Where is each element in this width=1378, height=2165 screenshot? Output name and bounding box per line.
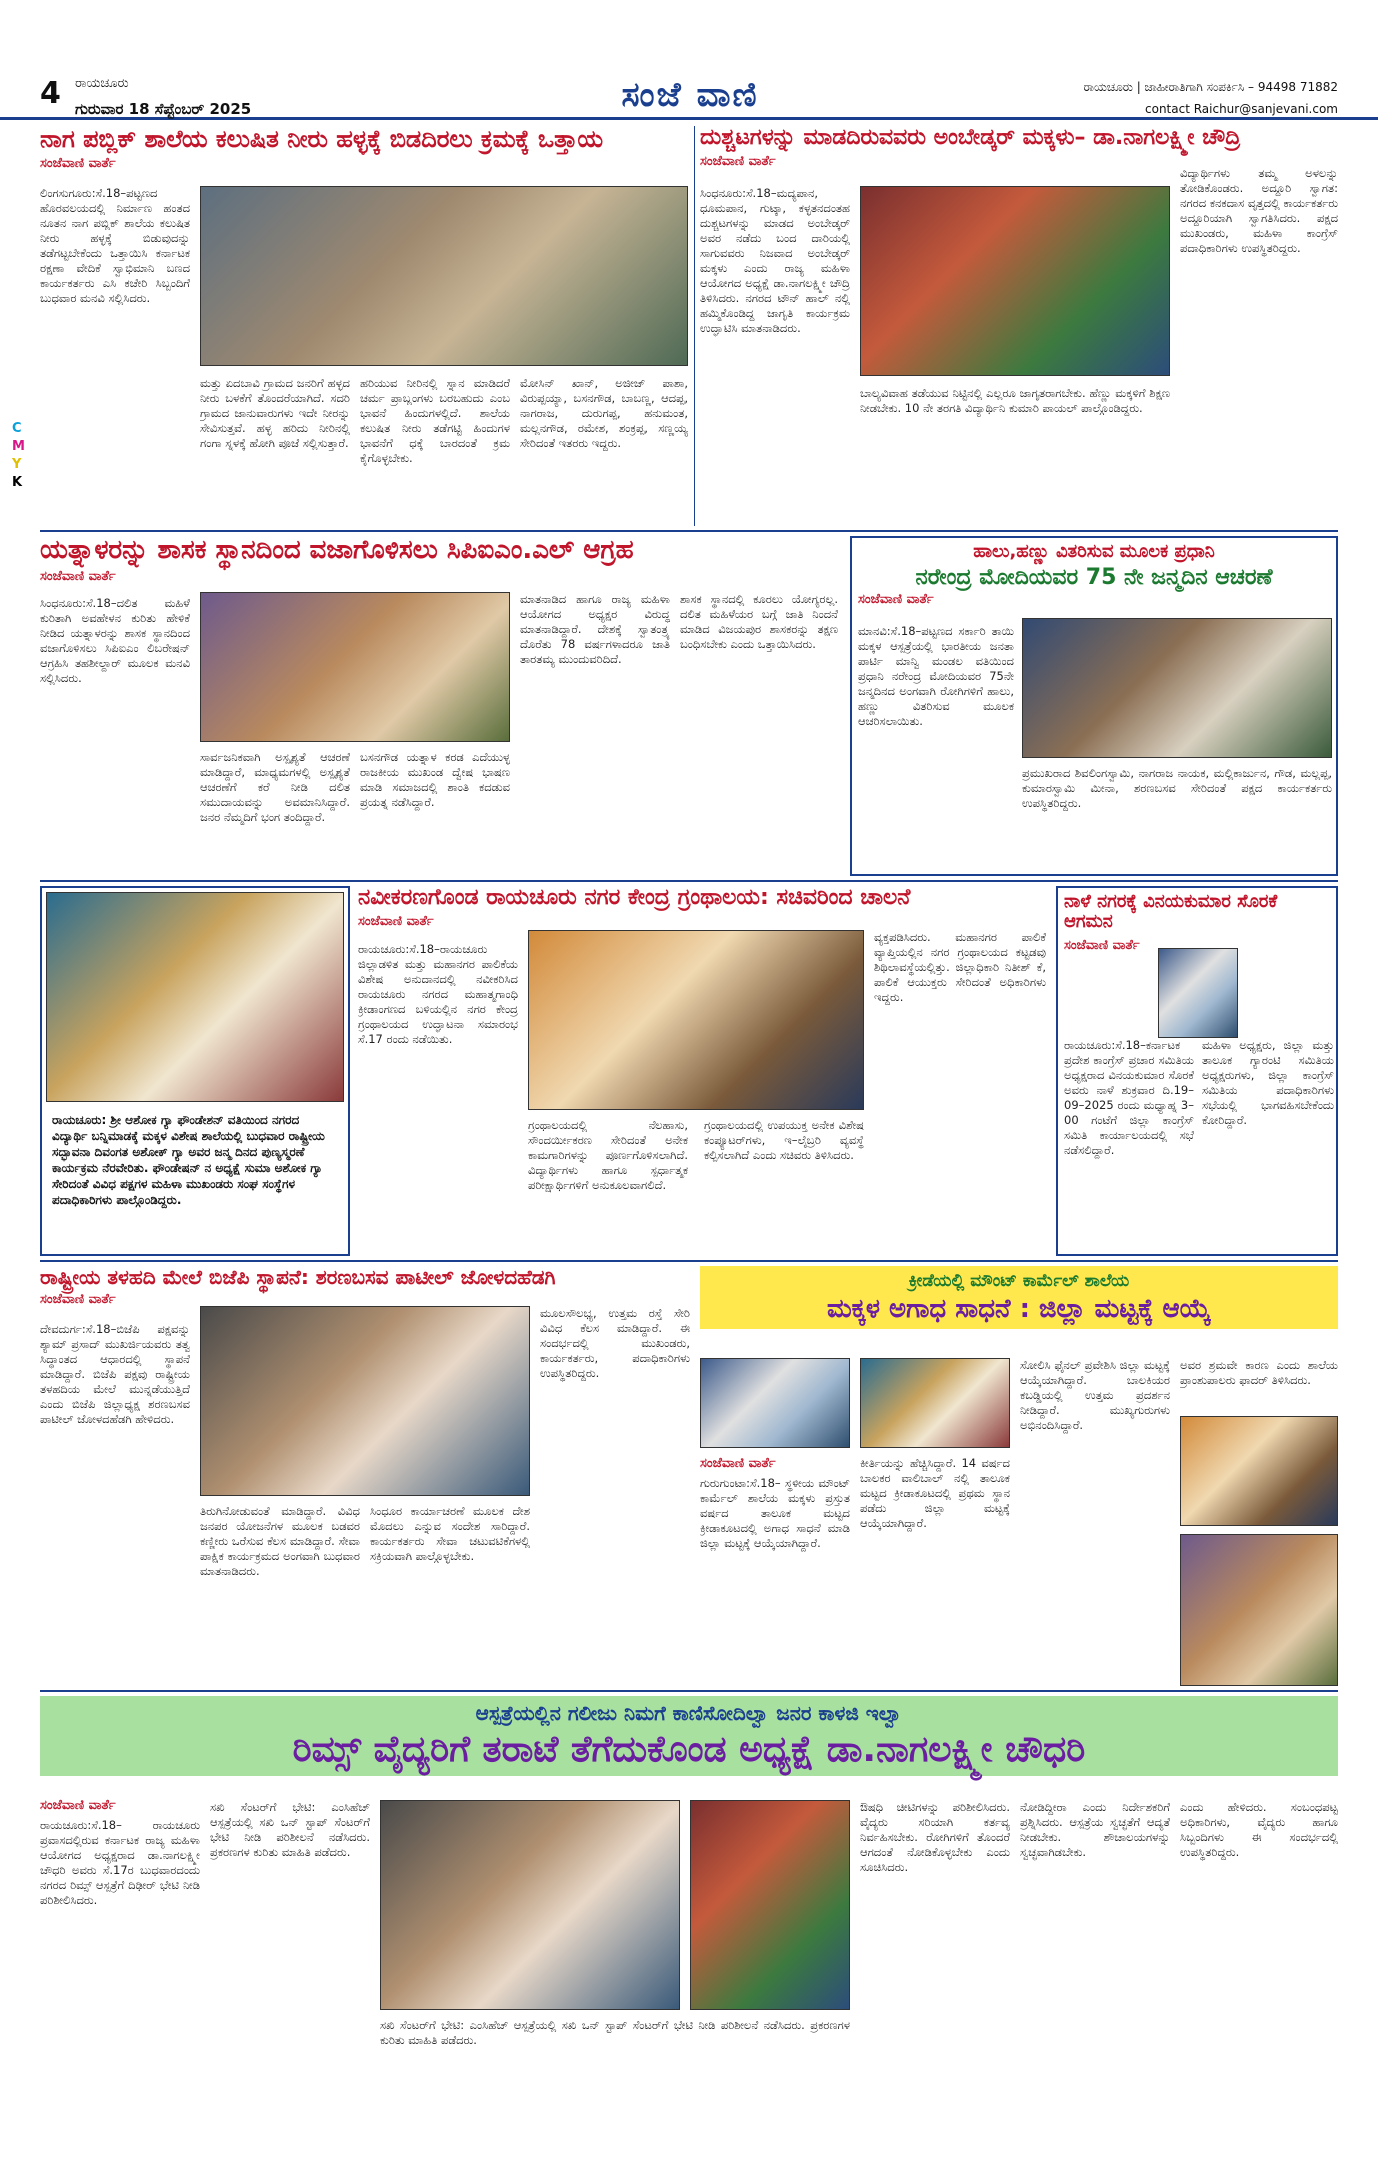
body-col-1: ಸಿಂಧನೂರು:ಸೆ.18–ದಲಿತ ಮಹಿಳೆ ಕುರಿತಾಗಿ ಅವಹೇಳನ ಕುರಿತು ಹೇಳಿಕೆ ನೀಡಿದ ಯತ್ನಾಳರನ್ನು ಶಾಸಕ ಸ್ಥಾನದಿಂದ ವಜಾಗೊಳಿಸಲು ಸಿಪಿಐಎಂ ಲಿಬರೇಷನ್ ಆಗ್ರಹಿಸಿ ತಹಶೀಲ್ದಾರ್ ಮೂಲಕ ಮನವಿ ಸಲ್ಲಿಸಿದರು. [40, 596, 190, 685]
body-col-2: ಮತ್ತು ಏದಬಾವಿ ಗ್ರಾಮದ ಜನರಿಗೆ ಹಳ್ಳದ ನೀರು ಬಳಕೆಗೆ ತೊಂದರೆಯಾಗಿದೆ. ಸದರಿ ಗ್ರಾಮದ ಜಾನುವಾರುಗಳು ಇದೇ ನೀರನ್ನು ಸೇವಿಸುತ್ತವೆ. ಹಳ್ಳ ಹರಿದು ನೀರಿನಲ್ಲಿ ಗಂಗಾ ಸ್ನಳಕ್ಕೆ ಹೋಗಿ ಪೂಜೆ ಸಲ್ಲಿಸುತ್ತಾರೆ. [200, 376, 350, 450]
masthead-place: ರಾಯಚೂರು [75, 76, 129, 91]
byline: ಸಂಜೆವಾಣಿ ವಾರ್ತೆ [1064, 937, 1140, 953]
story-naga-school [40, 126, 690, 526]
story-mount-carmel [700, 1266, 1338, 1686]
photo-caption: ರಾಯಚೂರು: ಶ್ರೀ ಆಶೋಕ ಗ್ಯಾ ಫೌಂಡೇಶನ್ ವತಿಯಿಂದ ನಗರದ ವಿದ್ಯಾರ್ಥಿ ಬನ್ನಿಮಾಡಕ್ಕೆ ಮಕ್ಕಳ ವಿಶೇಷ ಶಾಲೆಯಲ್ಲಿ ಬುಧವಾರ ರಾಷ್ಟ್ರೀಯ ಸದ್ಭಾವನಾ ದಿವಂಗತ ಅಶೋಕ್ ಗ್ಯಾ ಅವರ ಜನ್ಮ ದಿನದ ಪುಣ್ಯಸ್ಮರಣೆ ಕಾರ್ಯಕ್ರಮ ನೆರವೇರಿತು. ಫೌಂಡೇಷನ್ ನ ಅಧ್ಯಕ್ಷೆ ಸುಮಾ ಅಶೋಕ ಗ್ಯಾ ಸೇರಿದಂತೆ ವಿವಿಧ ಪಕ್ಷಗಳ ಮಹಿಳಾ ಮುಖಂಡರು ಸಂಘ ಸಂಸ್ಥೆಗಳ ಪದಾಧಿಕಾರಿಗಳು ಪಾಲ್ಗೊಂಡಿದ್ದರು. [44, 1106, 346, 1254]
section-rule [40, 530, 1338, 532]
body-col-6: ಸಖಿ ಸೆಂಟರ್‌ಗೆ ಭೇಟಿ: ಎಂಸಿಹೆಚ್ ಆಸ್ಪತ್ರೆಯಲ್ಲಿ ಸಖಿ ಒನ್ ಸ್ಟಾಪ್ ಸೆಂಟರ್‌ಗೆ ಭೇಟಿ ನೀಡಿ ಪರಿಶೀಲನೆ ನಡೆಸಿದರು. ಪ್ರಕರಣಗಳ ಕುರಿತು ಮಾಹಿತಿ ಪಡೆದರು. [380, 2018, 850, 2047]
byline: ಸಂಜೆವಾಣಿ ವಾರ್ತೆ [40, 1798, 116, 1813]
team-photo-3 [1180, 1416, 1338, 1526]
byline: ಸಂಜೆವಾಣಿ ವಾರ್ತೆ [358, 914, 434, 930]
story-rims [40, 1696, 1338, 2156]
body-col-2: ಮಹಿಳಾ ಅಧ್ಯಕ್ಷರು, ಜಿಲ್ಲಾ ಮತ್ತು ತಾಲೂಕ ಗ್ಯಾರಂಟಿ ಸಮಿತಿಯ ಅಧ್ಯಕ್ಷರುಗಳು, ಜಿಲ್ಲಾ ಕಾಂಗ್ರೆಸ್ ಸಮಿತಿಯ ಪದಾಧಿಕಾರಿಗಳು ಸಭೆಯಲ್ಲಿ ಭಾಗವಹಿಸಬೇಕೆಂದು ಕೋರಿದ್ದಾರೆ. [1202, 1038, 1334, 1127]
body-col-3: ಸಿಂಧೂರ ಕಾರ್ಯಾಚರಣೆ ಮೂಲಕ ದೇಶ ಮೊದಲು ಎನ್ನುವ ಸಂದೇಶ ಸಾರಿದ್ದಾರೆ. ಕಾರ್ಯಕರ್ತರು ಸೇವಾ ಚಟುವಟಿಕೆಗಳಲ್ಲಿ ಸಕ್ರಿಯವಾಗಿ ಪಾಲ್ಗೊಳ್ಳಬೇಕು. [370, 1504, 530, 1563]
body-col-4: ಅವರ ಶ್ರಮವೇ ಕಾರಣ ಎಂದು ಶಾಲೆಯ ಪ್ರಾಂಶುಪಾಲರು ಫಾದರ್ ತಿಳಿಸಿದರು. [1180, 1358, 1338, 1387]
body-col-1: ದೇವದುರ್ಗ:ಸೆ.18–ಬಿಜೆಪಿ ಪಕ್ಷವನ್ನು ಶ್ಯಾಮ್ ಪ್ರಸಾದ್ ಮುಖರ್ಜಿಯವರು ತತ್ವ ಸಿದ್ಧಾಂತದ ಆಧಾರದಲ್ಲಿ ಸ್ಥಾಪನೆ ಮಾಡಿದ್ದಾರೆ. ಬಿಜೆಪಿ ಪಕ್ಷವು ರಾಷ್ಟ್ರೀಯ ತಳಹದಿಯ ಮೇಲೆ ಮುನ್ನಡೆಯುತ್ತಿದೆ ಎಂದು ಬಿಜೆಪಿ ಜಿಲ್ಲಾಧ್ಯಕ್ಷ ಶರಣಬಸವ ಪಾಟೀಲ್ ಜೋಳದಹೆಡಗಿ ಹೇಳಿದರು. [40, 1322, 190, 1426]
body-col-2: ಗ್ರಂಥಾಲಯದಲ್ಲಿ ನೆಲಹಾಸು, ಸೌಂದರ್ಯೀಕರಣ ಸೇರಿದಂತೆ ಅನೇಕ ಕಾಮಗಾರಿಗಳನ್ನು ಪೂರ್ಣಗೊಳಿಸಲಾಗಿದೆ. ವಿದ್ಯಾರ್ಥಿಗಳು ಹಾಗೂ ಸ್ಪರ್ಧಾತ್ಮಕ ಪರೀಕ್ಷಾರ್ಥಿಗಳಿಗೆ ಅನುಕೂಲವಾಗಲಿದೆ. [528, 1118, 688, 1192]
body-col-3: ಹರಿಯುವ ನೀರಿನಲ್ಲಿ ಸ್ನಾನ ಮಾಡಿದರೆ ಚರ್ಮ ಪ್ರಾಬ್ಲಂಗಳು ಬರಬಹುದು ಎಂಬ ಭಾವನೆ ಹಿಂದುಗಳಲ್ಲಿದೆ. ಶಾಲೆಯ ಕಲುಷಿತ ನೀರು ತಡೆಗಟ್ಟಿ ಹಿಂದುಗಳ ಭಾವನೆಗೆ ಧಕ್ಕೆ ಬಾರದಂತೆ ಕ್ರಮ ಕೈಗೊಳ್ಳಬೇಕು. [360, 376, 510, 465]
body-col-1: ಮಾನವಿ:ಸೆ.18–ಪಟ್ಟಣದ ಸರ್ಕಾರಿ ತಾಯಿ ಮಕ್ಕಳ ಆಸ್ಪತ್ರೆಯಲ್ಲಿ ಭಾರತೀಯ ಜನತಾ ಪಾರ್ಟಿ ಮಾನ್ವಿ ಮಂಡಲ ವತಿಯಿಂದ ಪ್ರಧಾನಿ ನರೇಂದ್ರ ಮೋದಿಯವರ 75ನೇ ಜನ್ಮದಿನದ ಅಂಗವಾಗಿ ರೋಗಿಗಳಿಗೆ ಹಾಲು, ಹಣ್ಣು ವಿತರಿಸುವ ಮೂಲಕ ಆಚರಿಸಲಾಯಿತು. [858, 624, 1014, 728]
body-col-1: ರಾಯಚೂರು:ಸೆ.18–ಕರ್ನಾಟಕ ಪ್ರದೇಶ ಕಾಂಗ್ರೆಸ್ ಪ್ರಚಾರ ಸಮಿತಿಯ ಅಧ್ಯಕ್ಷರಾದ ವಿನಯಕುಮಾರ ಸೊರಕೆ ಅವರು ನಾಳೆ ಶುಕ್ರವಾರ ದಿ.19–09–2025 ರಂದು ಮಧ್ಯಾಹ್ನ 3–00 ಗಂಟೆಗೆ ಜಿಲ್ಲಾ ಕಾಂಗ್ರೆಸ್ ಸಮಿತಿ ಕಾರ್ಯಾಲಯದಲ್ಲಿ ಸಭೆ ನಡೆಸಲಿದ್ದಾರೆ. [1064, 1038, 1194, 1157]
story-modi-birthday [850, 536, 1338, 876]
ad-contact: ರಾಯಚೂರು | ಜಾಹೀರಾತಿಗಾಗಿ ಸಂಪರ್ಕಿಸಿ – 94498 71882 [1083, 80, 1338, 94]
cmyk-m: M [12, 439, 25, 454]
story-library [358, 886, 1048, 1256]
headline: ಯತ್ನಾಳರನ್ನು ಶಾಸಕ ಸ್ಥಾನದಿಂದ ವಜಾಗೊಳಿಸಲು ಸಿಪಿಐಎಂ.ಎಲ್ ಆಗ್ರಹ [40, 536, 634, 565]
body-col-1: ಸಿಂಧನೂರು:ಸೆ.18–ಮದ್ಯಪಾನ, ಧೂಮಪಾನ, ಗುಟ್ಕಾ, ಕಳ್ಳತನದಂತಹ ದುಶ್ಚಟಗಳನ್ನು ಮಾಡದ ಅಂಬೇಡ್ಕರ್ ಅವರ ನಡೆದು ಬಂದ ದಾರಿಯಲ್ಲಿ ಸಾಗುವವರು ನಿಜವಾದ ಅಂಬೇಡ್ಕರ್ ಮಕ್ಕಳು ಎಂದು ರಾಜ್ಯ ಮಹಿಳಾ ಆಯೋಗದ ಅಧ್ಯಕ್ಷೆ ಡಾ.ನಾಗಲಕ್ಷ್ಮೀ ಚೌದ್ರಿ ತಿಳಿಸಿದರು. ನಗರದ ಟೌನ್ ಹಾಲ್ ನಲ್ಲಿ ಹಮ್ಮಿಕೊಂಡಿದ್ದ ಜಾಗೃತಿ ಕಾರ್ಯಕ್ರಮ ಉದ್ಘಾಟಿಸಿ ಮಾತನಾಡಿದರು. [700, 186, 850, 335]
body-col-4: ಮೂಲಸೌಲಭ್ಯ, ಉತ್ತಮ ರಸ್ತೆ ಸೇರಿ ವಿವಿಧ ಕೆಲಸ ಮಾಡಿದ್ದಾರೆ. ಈ ಸಂದರ್ಭದಲ್ಲಿ ಮುಖಂಡರು, ಕಾರ್ಯಕರ್ತರು, ಪದಾಧಿಕಾರಿಗಳು ಉಪಸ್ಥಿತರಿದ್ದರು. [540, 1306, 690, 1380]
body-col-2: ಬಾಲ್ಯವಿವಾಹ ತಡೆಯುವ ನಿಟ್ಟಿನಲ್ಲಿ ಎಲ್ಲರೂ ಜಾಗೃತರಾಗಬೇಕು. ಹೆಣ್ಣು ಮಕ್ಕಳಿಗೆ ಶಿಕ್ಷಣ ನೀಡಬೇಕು. 10 ನೇ ತರಗತಿ ವಿದ್ಯಾರ್ಥಿನಿ ಕುಮಾರಿ ಪಾಯಲ್ ಪಾಲ್ಗೊಂಡಿದ್ದರು. [860, 386, 1170, 415]
masthead [0, 0, 1378, 120]
body-col-2: ಸಖಿ ಸೆಂಟರ್‌ಗೆ ಭೇಟಿ: ಎಂಸಿಹೆಚ್ ಆಸ್ಪತ್ರೆಯಲ್ಲಿ ಸಖಿ ಒನ್ ಸ್ಟಾಪ್ ಸೆಂಟರ್‌ಗೆ ಭೇಟಿ ನೀಡಿ ಪರಿಶೀಲನೆ ನಡೆಸಿದರು. ಪ್ರಕರಣಗಳ ಕುರಿತು ಮಾಹಿತಿ ಪಡೆದರು. [210, 1800, 370, 1859]
news-photo [200, 1306, 530, 1496]
cmyk-marks [12, 420, 30, 492]
body-col-2: ಪ್ರಮುಖರಾದ ಶಿವಲಿಂಗಸ್ವಾಮಿ, ನಾಗರಾಜ ನಾಯಕ, ಮಲ್ಲಿಕಾರ್ಜುನ, ಗೌಡ, ಮಲ್ಲಪ್ಪ, ಕುಮಾರಸ್ವಾಮಿ ಮೀನಾ, ಶರಣಬಸವ ಸೇರಿದಂತೆ ಪಕ್ಷದ ಕಾರ್ಯಕರ್ತರು ಉಪಸ್ಥಿತರಿದ್ದರು. [1022, 766, 1332, 810]
portrait-photo [1158, 948, 1238, 1038]
body-col-1: ಗುರುಗುಂಟಾ:ಸೆ.18– ಸ್ಥಳೀಯ ಮೌಂಟ್ ಕಾರ್ಮೆಲ್ ಶಾಲೆಯ ಮಕ್ಕಳು ಪ್ರಸ್ತುತ ವರ್ಷದ ತಾಲೂಕ ಮಟ್ಟದ ಕ್ರೀಡಾಕೂಟದಲ್ಲಿ ಅಗಾಧ ಸಾಧನೆ ಮಾಡಿ ಜಿಲ್ಲಾ ಮಟ್ಟಕ್ಕೆ ಆಯ್ಕೆಯಾಗಿದ್ದಾರೆ. [700, 1476, 850, 1550]
kicker: ಹಾಲು,ಹಣ್ಣು ವಿತರಿಸುವ ಮೂಲಕ ಪ್ರಧಾನಿ [973, 541, 1215, 562]
body-col-2: ಸಾರ್ವಜನಿಕವಾಗಿ ಅಸ್ಪೃಶ್ಯತೆ ಆಚರಣೆ ಮಾಡಿದ್ದಾರೆ, ಮಾಧ್ಯಮಗಳಲ್ಲಿ ಅಸ್ಪೃಶ್ಯತೆ ಆಚರಣೆಗೆ ಕರೆ ನೀಡಿ ದಲಿತ ಸಮುದಾಯವನ್ನು ಅವಮಾನಿಸಿದ್ದಾರೆ. ಜನರ ನೆಮ್ಮದಿಗೆ ಭಂಗ ತಂದಿದ್ದಾರೆ. [200, 750, 350, 824]
body-col-1: ಲಿಂಗಸುಗೂರು:ಸೆ.18–ಪಟ್ಟಣದ ಹೊರವಲಯದಲ್ಲಿ ನಿರ್ಮಾಣ ಹಂತದ ನೂತನ ನಾಗ ಪಬ್ಲಿಕ್ ಶಾಲೆಯ ಕಲುಷಿತ ನೀರು ಹಳ್ಳಕ್ಕೆ ಬಿಡುವುದನ್ನು ತಡೆಗಟ್ಟಬೇಕೆಂದು ಒತ್ತಾಯಿಸಿ ಕರ್ನಾಟಕ ರಕ್ಷಣಾ ವೇದಿಕೆ ಸ್ವಾಭಿಮಾನಿ ಬಣದ ಕಾರ್ಯಕರ್ತರು ಎಸಿ ಕಚೇರಿ ಸಿಬ್ಬಂದಿಗೆ ಬುಧವಾರ ಮನವಿ ಸಲ್ಲಿಸಿದರು. [40, 186, 190, 305]
headline-banner [700, 1266, 1338, 1329]
byline: ಸಂಜೆವಾಣಿ ವಾರ್ತೆ [40, 1292, 116, 1307]
byline: ಸಂಜೆವಾಣಿ ವಾರ್ತೆ [700, 154, 776, 170]
body-col-4: ಮೋಸಿನ್ ಖಾನ್, ಅಜೀಜ್ ಪಾಶಾ, ವಿರುಪ್ಪಯ್ಯಾ, ಬಸನಗೌಡ, ಬಾಬಣ್ಣ, ಆದಪ್ಪ, ನಾಗರಾಜ, ದುರುಗಪ್ಪ, ಹನುಮಂತ, ಮಲ್ಲನಗೌಡ, ರಮೇಶ, ಶಂಕ್ರಪ್ಪ, ಸಣ್ಣಯ್ಯ ಸೇರಿದಂತೆ ಇತರರು ಇದ್ದರು. [520, 376, 688, 450]
body-col-5: ಎಂದು ಹೇಳಿದರು. ಸಂಬಂಧಪಟ್ಟ ಅಧಿಕಾರಿಗಳು, ವೈದ್ಯರು ಹಾಗೂ ಸಿಬ್ಬಂದಿಗಳು ಈ ಸಂದರ್ಭದಲ್ಲಿ ಉಪಸ್ಥಿತರಿದ್ದರು. [1180, 1800, 1338, 1859]
headline: ನಾಳೆ ನಗರಕ್ಕೆ ವಿನಯಕುಮಾರ ಸೊರಕೆ ಆಗಮನ [1064, 891, 1278, 932]
kicker: ಕ್ರೀಡೆಯಲ್ಲಿ ಮೌಂಟ್ ಕಾರ್ಮೆಲ್ ಶಾಲೆಯ [908, 1271, 1130, 1291]
headline: ನಾಗ ಪಬ್ಲಿಕ್ ಶಾಲೆಯ ಕಲುಷಿತ ನೀರು ಹಳ್ಳಕ್ಕೆ ಬಿಡದಿರಲು ಕ್ರಮಕ್ಕೆ ಒತ್ತಾಯ [40, 126, 604, 153]
headline: ರಾಷ್ಟ್ರೀಯ ತಳಹದಿ ಮೇಲೆ ಬಿಜೆಪಿ ಸ್ಥಾಪನೆ: ಶರಣಬಸವ ಪಾಟೀಲ್ ಜೋಳದಹೆಡಗಿ [40, 1266, 556, 1289]
section-rule [40, 1690, 1338, 1692]
page-number: 4 [40, 76, 61, 111]
headline: ನರೇಂದ್ರ ಮೋದಿಯವರ 75 ನೇ ಜನ್ಮದಿನ ಆಚರಣೆ [915, 564, 1273, 590]
body-col-4: ಮಾತನಾಡಿದ ಹಾಗೂ ರಾಜ್ಯ ಮಹಿಳಾ ಆಯೋಗದ ಅಧ್ಯಕ್ಷರ ವಿರುದ್ಧ ಮಾತನಾಡಿದ್ದಾರೆ. ದೇಶಕ್ಕೆ ಸ್ವಾತಂತ್ರ್ಯ ದೊರೆತು 78 ವರ್ಷಗಳಾದರೂ ಜಾತಿ ತಾರತಮ್ಯ ಮುಂದುವರಿದಿದೆ. [520, 592, 670, 666]
body-col-2: ತಿರುಗಿನೋಡುವಂತೆ ಮಾಡಿದ್ದಾರೆ. ವಿವಿಧ ಜನಪರ ಯೋಜನೆಗಳ ಮೂಲಕ ಬಡವರ ಕಣ್ಣೀರು ಒರೆಸುವ ಕೆಲಸ ಮಾಡಿದ್ದಾರೆ. ಸೇವಾ ಪಾಕ್ಷಿಕ ಕಾರ್ಯಕ್ರಮದ ಅಂಗವಾಗಿ ಬುಧವಾರ ಮಾತನಾಡಿದರು. [200, 1504, 360, 1578]
team-photo-1 [700, 1358, 850, 1448]
body-col-3: ಸೋಲಿಸಿ ಫೈನಲ್ ಪ್ರವೇಶಿಸಿ ಜಿಲ್ಲಾ ಮಟ್ಟಕ್ಕೆ ಆಯ್ಕೆಯಾಗಿದ್ದಾರೆ. ಬಾಲಕಿಯರ ಕಬಡ್ಡಿಯಲ್ಲಿ ಉತ್ತಮ ಪ್ರದರ್ಶನ ನೀಡಿದ್ದಾರೆ. ಮುಖ್ಯಗುರುಗಳು ಅಭಿನಂದಿಸಿದ್ದಾರೆ. [1020, 1358, 1170, 1432]
news-photo [200, 592, 510, 742]
byline: ಸಂಜೆವಾಣಿ ವಾರ್ತೆ [40, 156, 116, 172]
headline: ದುಶ್ಚಟಗಳನ್ನು ಮಾಡದಿರುವವರು ಅಂಬೇಡ್ಕರ್ ಮಕ್ಕಳು– ಡಾ.ನಾಗಲಕ್ಷ್ಮೀ ಚೌದ್ರಿ [700, 126, 1241, 150]
news-photo [528, 930, 864, 1110]
headline: ನವೀಕರಣಗೊಂಡ ರಾಯಚೂರು ನಗರ ಕೇಂದ್ರ ಗ್ರಂಥಾಲಯ: ಸಚಿವರಿಂದ ಚಾಲನೆ [358, 886, 911, 910]
story-ashok-foundation [40, 886, 350, 1256]
headline: ರಿಮ್ಸ್ ವೈದ್ಯರಿಗೆ ತರಾಟೆ ತೆಗೆದುಕೊಂಡ ಅಧ್ಯಕ್ಷೆ ಡಾ.ನಾಗಲಕ್ಷ್ಮೀ ಚೌಧರಿ [292, 1729, 1086, 1770]
body-col-4: ವ್ಯಕ್ತಪಡಿಸಿದರು. ಮಹಾನಗರ ಪಾಲಿಕೆ ವ್ಯಾಪ್ತಿಯಲ್ಲಿನ ನಗರ ಗ್ರಂಥಾಲಯದ ಕಟ್ಟಡವು ಶಿಥಿಲಾವಸ್ಥೆಯಲ್ಲಿತ್ತು. ಜಿಲ್ಲಾಧಿಕಾರಿ ನಿತೀಶ್ ಕೆ, ಪಾಲಿಕೆ ಆಯುಕ್ತರು ಸೇರಿದಂತೆ ಅಧಿಕಾರಿಗಳು ಇದ್ದರು. [874, 930, 1046, 1004]
byline: ಸಂಜೆವಾಣಿ ವಾರ್ತೆ [858, 591, 934, 607]
byline: ಸಂಜೆವಾಣಿ ವಾರ್ತೆ [40, 568, 116, 584]
news-photo-2 [690, 1800, 850, 2010]
masthead-date: ಗುರುವಾರ 18 ಸೆಪ್ಟೆಂಬರ್ 2025 [75, 100, 252, 118]
section-rule [40, 1260, 1338, 1262]
body-col-3: ಔಷಧಿ ಚೀಟಿಗಳನ್ನು ಪರಿಶೀಲಿಸಿದರು. ವೈದ್ಯರು ಸರಿಯಾಗಿ ಕರ್ತವ್ಯ ನಿರ್ವಹಿಸಬೇಕು. ರೋಗಿಗಳಿಗೆ ತೊಂದರೆ ಆಗದಂತೆ ನೋಡಿಕೊಳ್ಳಬೇಕು ಎಂದು ಸೂಚಿಸಿದರು. [860, 1800, 1010, 1874]
story-sorake [1056, 886, 1338, 1256]
body-col-1: ರಾಯಚೂರು:ಸೆ.18–ರಾಯಚೂರು ಜಿಲ್ಲಾಡಳಿತ ಮತ್ತು ಮಹಾನಗರ ಪಾಲಿಕೆಯ ವಿಶೇಷ ಅನುದಾನದಲ್ಲಿ ನವೀಕರಿಸಿದ ರಾಯಚೂರು ನಗರದ ಮಹಾತ್ಮಗಾಂಧಿ ಕ್ರೀಡಾಂಗಣದ ಬಳಿಯಲ್ಲಿನ ನಗರ ಕೇಂದ್ರ ಗ್ರಂಥಾಲಯದ ಉದ್ಘಾಟನಾ ಸಮಾರಂಭ ಸೆ.17 ರಂದು ನಡೆಯಿತು. [358, 942, 518, 1046]
news-photo-1 [380, 1800, 680, 2010]
body-col-3: ಗ್ರಂಥಾಲಯದಲ್ಲಿ ಉಪಯುಕ್ತ ಅನೇಕ ವಿಶೇಷ ಕಂಪ್ಯೂಟರ್‌ಗಳು, ಇ–ಲೈಬ್ರರಿ ವ್ಯವಸ್ಥೆ ಕಲ್ಪಿಸಲಾಗಿದೆ ಎಂದು ಸಚಿವರು ತಿಳಿಸಿದರು. [704, 1118, 864, 1162]
byline: ಸಂಜೆವಾಣಿ ವಾರ್ತೆ [700, 1456, 776, 1471]
news-photo [860, 186, 1170, 376]
body-col-3: ವಿದ್ಯಾರ್ಥಿಗಳು ತಮ್ಮ ಅಳಲನ್ನು ತೋಡಿಕೊಂಡರು. ಅದ್ದೂರಿ ಸ್ವಾಗತ: ನಗರದ ಕನಕದಾಸ ವೃತ್ತದಲ್ಲಿ ಕಾರ್ಯಕರ್ತರು ಅದ್ದೂರಿಯಾಗಿ ಸ್ವಾಗತಿಸಿದರು. ಪಕ್ಷದ ಮುಖಂಡರು, ಮಹಿಳಾ ಕಾಂಗ್ರೆಸ್ ಪದಾಧಿಕಾರಿಗಳು ಉಪಸ್ಥಿತರಿದ್ದರು. [1180, 166, 1338, 255]
email-contact: contact Raichur@sanjevani.com [1145, 102, 1338, 116]
story-yatnal [40, 536, 840, 876]
body-col-2: ಕೀರ್ತಿಯನ್ನು ಹೆಚ್ಚಿಸಿದ್ದಾರೆ. 14 ವರ್ಷದ ಬಾಲಕರ ವಾಲಿಬಾಲ್ ನಲ್ಲಿ ತಾಲೂಕ ಮಟ್ಟದ ಕ್ರೀಡಾಕೂಟದಲ್ಲಿ ಪ್ರಥಮ ಸ್ಥಾನ ಪಡೆದು ಜಿಲ್ಲಾ ಮಟ್ಟಕ್ಕೆ ಆಯ್ಕೆಯಾಗಿದ್ದಾರೆ. [860, 1456, 1010, 1530]
body-col-5: ಶಾಸಕ ಸ್ಥಾನದಲ್ಲಿ ಕೂರಲು ಯೋಗ್ಯರಲ್ಲ. ದಲಿತ ಮಹಿಳೆಯರ ಬಗ್ಗೆ ಜಾತಿ ನಿಂದನೆ ಮಾಡಿದ ವಿಜಯಪುರ ಶಾಸಕರನ್ನು ತಕ್ಷಣ ಬಂಧಿಸಬೇಕು ಎಂದು ಒತ್ತಾಯಿಸಿದರು. [680, 592, 838, 651]
body-col-1: ರಾಯಚೂರು:ಸೆ.18– ರಾಯಚೂರು ಪ್ರವಾಸದಲ್ಲಿರುವ ಕರ್ನಾಟಕ ರಾಜ್ಯ ಮಹಿಳಾ ಆಯೋಗದ ಅಧ್ಯಕ್ಷರಾದ ಡಾ.ನಾಗಲಕ್ಷ್ಮೀ ಚೌಧರಿ ಅವರು ಸೆ.17ರ ಬುಧವಾರದಂದು ನಗರದ ರಿಮ್ಸ್ ಆಸ್ಪತ್ರೆಗೆ ದಿಢೀರ್ ಭೇಟಿ ನೀಡಿ ಪರಿಶೀಲಿಸಿದರು. [40, 1818, 200, 1907]
kicker: ಆಸ್ಪತ್ರೆಯಲ್ಲಿನ ಗಲೀಜು ನಿಮಗೆ ಕಾಣಿಸೋದಿಲ್ವಾ ಜನರ ಕಾಳಜಿ ಇಲ್ವಾ [475, 1701, 903, 1725]
masthead-contact [1083, 76, 1338, 120]
team-photo-2 [860, 1358, 1010, 1448]
headline: ಮಕ್ಕಳ ಅಗಾಧ ಸಾಧನೆ : ಜಿಲ್ಲಾ ಮಟ್ಟಕ್ಕೆ ಆಯ್ಕೆ [826, 1293, 1212, 1324]
cmyk-c: C [12, 421, 22, 436]
story-bjp [40, 1266, 690, 1686]
story-ambedkar [700, 126, 1338, 526]
news-photo [200, 186, 688, 366]
cmyk-k: K [12, 475, 23, 490]
cmyk-y: Y [12, 457, 22, 472]
column-rule [694, 126, 695, 526]
news-photo [46, 892, 344, 1102]
body-col-4: ನೋಡಿದ್ದೀರಾ ಎಂದು ನಿರ್ದೇಶಕರಿಗೆ ಪ್ರಶ್ನಿಸಿದರು. ಆಸ್ಪತ್ರೆಯ ಸ್ವಚ್ಛತೆಗೆ ಆದ್ಯತೆ ನೀಡಬೇಕು. ಶೌಚಾಲಯಗಳನ್ನು ಸ್ವಚ್ಛವಾಗಿಡಬೇಕು. [1020, 1800, 1170, 1859]
team-photo-4 [1180, 1534, 1338, 1686]
section-rule [40, 880, 1338, 882]
news-photo [1022, 618, 1332, 758]
headline-banner [40, 1696, 1338, 1776]
newspaper-logo: ಸಂಜೆ ವಾಣಿ [621, 75, 759, 115]
body-col-3: ಬಸನಗೌಡ ಯತ್ನಾಳ ಕರಡ ಎದೆಯುಳ್ಳ ರಾಜಕೀಯ ಮುಖಂಡ ದ್ವೇಷ ಭಾಷಣ ಮಾಡಿ ಸಮಾಜದಲ್ಲಿ ಶಾಂತಿ ಕದಡುವ ಪ್ರಯತ್ನ ನಡೆಸಿದ್ದಾರೆ. [360, 750, 510, 809]
